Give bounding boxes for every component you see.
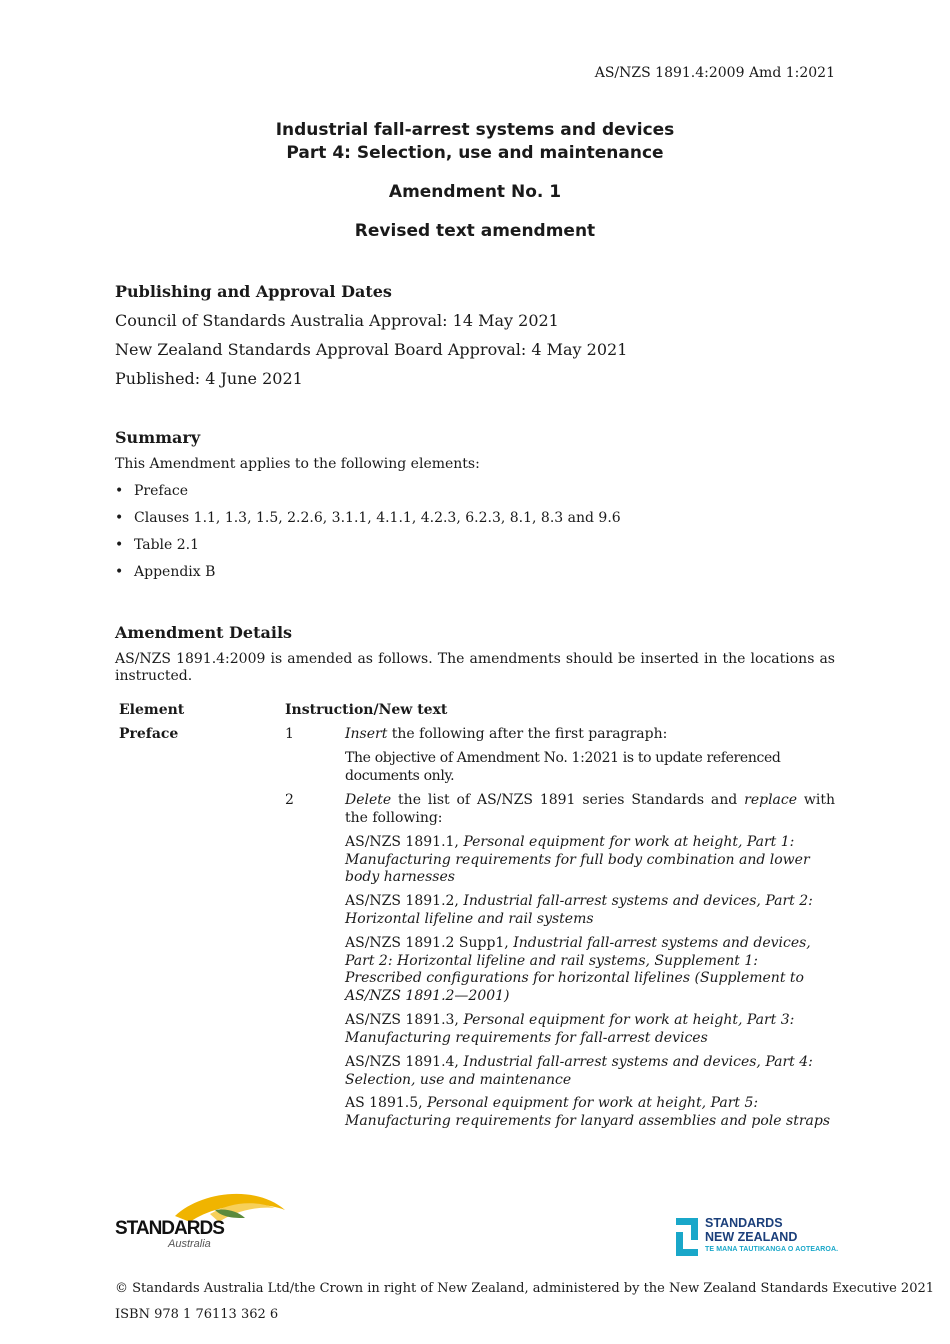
column-header-element: Element [119,702,185,718]
nz-mark-icon [676,1218,700,1258]
list-item: • Appendix B [115,563,621,590]
title-line-2: Part 4: Selection, use and maintenance [286,143,664,163]
published-date: Published: 4 June 2021 [115,369,303,388]
nz-maori-tagline: TE MANA TAUTIKANGA O AOTEAROA. [705,1246,839,1253]
document-reference: AS/NZS 1891.4:2009 Amd 1:2021 [594,65,835,81]
copyright-notice: © Standards Australia Ltd/the Crown in right of New Zealand, administered by the New Zealand Standards Executive 2021 [115,1281,935,1296]
amendment-number: Amendment No. 1 [388,182,562,202]
standards-australia-subtitle: Australia [168,1238,211,1250]
approval-date-new-zealand: New Zealand Standards Approval Board Approval: 4 May 2021 [115,340,628,359]
title-block [0,119,950,165]
standards-new-zealand-logo [676,1216,846,1258]
reference-entry [345,935,835,1005]
nz-wordmark-line-1: STANDARDS [705,1216,783,1230]
reference-code: AS/NZS 1891.4, [345,1054,464,1070]
new-text-objective: The objective of Amendment No. 1:2021 is to update referenced documents only. [345,750,781,784]
instruction-verb: Delete [345,792,392,808]
instruction-verb: replace [744,792,798,808]
element-preface: Preface [119,726,179,742]
list-item: • Table 2.1 [115,536,621,563]
reference-title: Personal equipment for work at height, Part 5: Manufacturing requirements for lanyard assemblies and pole straps [345,1095,831,1129]
reference-entry [345,893,835,928]
reference-code: AS/NZS 1891.1, [345,834,464,850]
reference-code: AS/NZS 1891.2 Supp1, [345,935,514,951]
instruction-verb: Insert [345,726,388,742]
instruction-text: the list of AS/NZS 1891 series Standards and [391,792,745,808]
reference-entry [345,1095,835,1130]
nz-wordmark-line-2: NEW ZEALAND [705,1230,798,1244]
reference-title: Personal equipment for work at height, Part 1: Manufacturing requirements for full body combination and lower body harnesses [345,834,810,885]
reference-code: AS/NZS 1891.3, [345,1012,464,1028]
title-line-1: Industrial fall-arrest systems and devices [275,120,675,140]
reference-code: AS/NZS 1891.2, [345,893,464,909]
reference-title: Personal equipment for work at height, Part 3: Manufacturing requirements for fall-arrest devices [345,1012,795,1046]
reference-title: Industrial fall-arrest systems and devices, Part 2: Horizontal lifeline and rail systems [345,893,813,927]
list-item: • Clauses 1.1, 1.3, 1.5, 2.2.6, 3.1.1, 4.1.1, 4.2.3, 6.2.3, 8.1, 8.3 and 9.6 [115,509,621,536]
column-header-instruction: Instruction/New text [285,702,448,718]
standards-australia-logo [115,1188,290,1253]
amendment-type: Revised text amendment [354,221,596,241]
list-item: • Preface [115,482,621,509]
summary-intro: This Amendment applies to the following elements: [115,456,480,472]
reference-entry [345,1054,835,1089]
instruction-number-1: 1 [285,726,294,742]
amendment-details-intro: AS/NZS 1891.4:2009 is amended as follows. The amendments should be inserted in the locations as instructed. [115,651,835,684]
instruction-text: the following after the first paragraph: [387,726,668,742]
instruction-number-2: 2 [285,792,294,808]
isbn: ISBN 978 1 76113 362 6 [115,1307,279,1322]
publishing-heading: Publishing and Approval Dates [115,282,392,301]
reference-title: Industrial fall-arrest systems and devices, Part 4: Selection, use and maintenance [345,1054,813,1088]
reference-title: Industrial fall-arrest systems and devices, Part 2: Horizontal lifeline and rail systems, Supplement 1: Prescribed configurations for horizontal lifelines (Supplement to AS/NZS 1891.2—2001) [345,935,811,1004]
summary-element-list [115,482,621,590]
summary-heading: Summary [115,428,201,447]
instruction-1 [345,726,667,743]
approval-date-australia: Council of Standards Australia Approval: 14 May 2021 [115,311,559,330]
standards-australia-wordmark: STANDARDS [115,1218,224,1239]
amendment-details-heading: Amendment Details [115,623,293,642]
instruction-2 [345,792,835,827]
reference-entry [345,1012,835,1047]
instruction-text: with the following: [345,792,835,826]
reference-entry [345,834,835,887]
reference-code: AS 1891.5, [345,1095,428,1111]
